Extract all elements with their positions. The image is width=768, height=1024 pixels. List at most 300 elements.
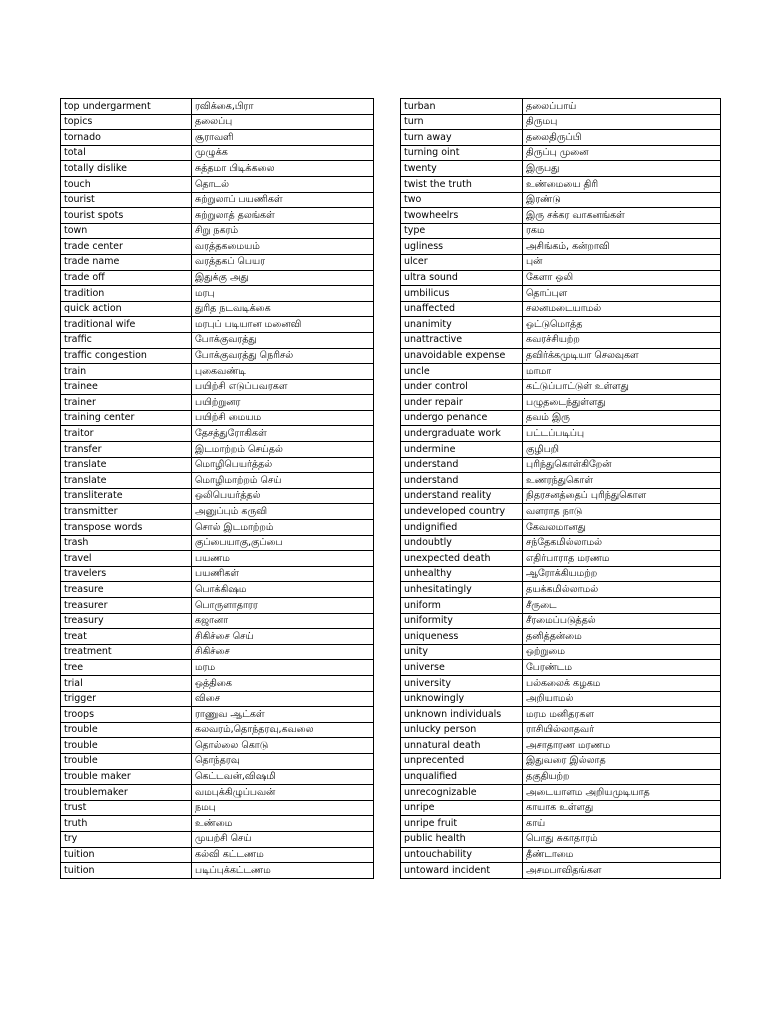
tamil-translation: தலைதிருப்பி bbox=[523, 130, 721, 146]
tamil-translation: ஒற்றுமை bbox=[523, 644, 721, 660]
table-row bbox=[61, 270, 374, 286]
english-term: treasurer bbox=[61, 598, 192, 614]
tamil-translation: புன் bbox=[523, 254, 721, 270]
english-term: trainer bbox=[61, 395, 192, 411]
tamil-translation: இரண்டு bbox=[523, 192, 721, 208]
english-term: travel bbox=[61, 551, 192, 567]
tamil-translation: கெட்டவன்,விஷமி bbox=[192, 769, 374, 785]
table-row bbox=[401, 473, 721, 489]
english-term: translate bbox=[61, 457, 192, 473]
tamil-translation: கலவரம்,தொந்தரவு,கவலை bbox=[192, 722, 374, 738]
table-row bbox=[61, 348, 374, 364]
tamil-translation: பயணிகள் bbox=[192, 566, 374, 582]
english-term: uniform bbox=[401, 598, 523, 614]
tamil-translation: மரபு bbox=[192, 286, 374, 302]
english-term: unexpected death bbox=[401, 551, 523, 567]
tamil-translation: போக்குவரத்து bbox=[192, 332, 374, 348]
english-term: public health bbox=[401, 831, 523, 847]
english-term: understand reality bbox=[401, 488, 523, 504]
table-row bbox=[61, 675, 374, 691]
tamil-translation: மரபுப் படியான மனைவி bbox=[192, 317, 374, 333]
tamil-translation: அனுப்பும் கருவி bbox=[192, 504, 374, 520]
table-row bbox=[61, 379, 374, 395]
table-row bbox=[401, 145, 721, 161]
table-row bbox=[61, 722, 374, 738]
tamil-translation: வரத்தகமையம் bbox=[192, 239, 374, 255]
english-term: trainee bbox=[61, 379, 192, 395]
english-term: twist the truth bbox=[401, 176, 523, 192]
table-row bbox=[61, 99, 374, 115]
tamil-translation: துரித நடவடிக்கை bbox=[192, 301, 374, 317]
tamil-translation: தீண்டாமை bbox=[523, 847, 721, 863]
table-row bbox=[61, 223, 374, 239]
table-row bbox=[61, 582, 374, 598]
english-term: traitor bbox=[61, 426, 192, 442]
tamil-translation: ஒலிபெயர்த்தல் bbox=[192, 488, 374, 504]
table-row bbox=[401, 176, 721, 192]
tamil-translation: திருப்பு முனை bbox=[523, 145, 721, 161]
table-row bbox=[61, 410, 374, 426]
english-term: troops bbox=[61, 707, 192, 723]
tamil-translation: வரத்தகப் பெயர bbox=[192, 254, 374, 270]
tamil-translation: தயக்கமில்லாமல் bbox=[523, 582, 721, 598]
english-term: traditional wife bbox=[61, 317, 192, 333]
english-term: unnatural death bbox=[401, 738, 523, 754]
english-term: unqualified bbox=[401, 769, 523, 785]
english-term: turn away bbox=[401, 130, 523, 146]
tamil-translation: பயிற்சி எடுப்பவரகள bbox=[192, 379, 374, 395]
english-term: turban bbox=[401, 99, 523, 115]
english-term: top undergarment bbox=[61, 99, 192, 115]
table-row bbox=[401, 99, 721, 115]
glossary-table-right bbox=[400, 98, 721, 879]
english-term: unaffected bbox=[401, 301, 523, 317]
table-row bbox=[401, 239, 721, 255]
table-row bbox=[401, 535, 721, 551]
tamil-translation: அடையாளம அறியமுடியாத bbox=[523, 785, 721, 801]
english-term: train bbox=[61, 364, 192, 380]
table-row bbox=[61, 426, 374, 442]
table-row bbox=[401, 286, 721, 302]
table-row bbox=[401, 675, 721, 691]
table-row bbox=[401, 863, 721, 879]
tamil-translation: இரு சக்கர வாகனங்கள் bbox=[523, 208, 721, 224]
english-term: unavoidable expense bbox=[401, 348, 523, 364]
english-term: undermine bbox=[401, 442, 523, 458]
tamil-translation: பயிற்றுனர bbox=[192, 395, 374, 411]
tamil-translation: சுற்றுலாப் பயணிகள் bbox=[192, 192, 374, 208]
english-term: undignified bbox=[401, 520, 523, 536]
tamil-translation: ராணுவ ஆட்கள் bbox=[192, 707, 374, 723]
english-term: trouble bbox=[61, 753, 192, 769]
table-row bbox=[61, 520, 374, 536]
table-row bbox=[401, 192, 721, 208]
table-row bbox=[401, 551, 721, 567]
english-term: traffic bbox=[61, 332, 192, 348]
tamil-translation: பேரண்டம bbox=[523, 660, 721, 676]
tamil-translation: அசாதாரண மரணம bbox=[523, 738, 721, 754]
english-term: training center bbox=[61, 410, 192, 426]
table-row bbox=[61, 707, 374, 723]
english-term: treat bbox=[61, 629, 192, 645]
english-term: trouble maker bbox=[61, 769, 192, 785]
table-row bbox=[61, 535, 374, 551]
english-term: treasure bbox=[61, 582, 192, 598]
english-term: unripe bbox=[401, 800, 523, 816]
tamil-translation: சலனமடையாமல் bbox=[523, 301, 721, 317]
table-row bbox=[61, 457, 374, 473]
tamil-translation: தனித்தன்மை bbox=[523, 629, 721, 645]
table-row bbox=[61, 831, 374, 847]
table-row bbox=[61, 145, 374, 161]
tamil-translation: பயிற்சி மையம bbox=[192, 410, 374, 426]
table-row bbox=[61, 239, 374, 255]
tamil-translation: தலைப்பு bbox=[192, 114, 374, 130]
tamil-translation: பொருளாதாரர bbox=[192, 598, 374, 614]
tamil-translation: அசிங்கம், கன்றாவி bbox=[523, 239, 721, 255]
english-term: tourist spots bbox=[61, 208, 192, 224]
english-term: trouble bbox=[61, 738, 192, 754]
table-row bbox=[401, 504, 721, 520]
tamil-translation: வமபுக்கிழுப்பவன் bbox=[192, 785, 374, 801]
english-term: umbilicus bbox=[401, 286, 523, 302]
tamil-translation: தவிர்க்கமுடியா செலவுகள bbox=[523, 348, 721, 364]
tamil-translation: இதுவரை இல்லாத bbox=[523, 753, 721, 769]
tamil-translation: கல்வி கட்டணம bbox=[192, 847, 374, 863]
table-row bbox=[61, 551, 374, 567]
english-term: turn bbox=[401, 114, 523, 130]
english-term: topics bbox=[61, 114, 192, 130]
tamil-translation: மொழிபெயர்த்தல் bbox=[192, 457, 374, 473]
tamil-translation: அறியாமல் bbox=[523, 691, 721, 707]
english-term: understand bbox=[401, 473, 523, 489]
table-row bbox=[61, 317, 374, 333]
table-row bbox=[401, 208, 721, 224]
table-row bbox=[401, 753, 721, 769]
tamil-translation: கேளா ஒலி bbox=[523, 270, 721, 286]
tamil-translation: தொல்லை கொடு bbox=[192, 738, 374, 754]
english-term: tuition bbox=[61, 863, 192, 879]
table-row bbox=[61, 660, 374, 676]
english-term: unripe fruit bbox=[401, 816, 523, 832]
english-term: total bbox=[61, 145, 192, 161]
table-row bbox=[401, 254, 721, 270]
table-row bbox=[401, 644, 721, 660]
table-row bbox=[61, 613, 374, 629]
english-term: try bbox=[61, 831, 192, 847]
table-row bbox=[401, 332, 721, 348]
table-row bbox=[401, 410, 721, 426]
table-row bbox=[61, 395, 374, 411]
tamil-translation: தொடல் bbox=[192, 176, 374, 192]
english-term: untouchability bbox=[401, 847, 523, 863]
table-row bbox=[61, 504, 374, 520]
english-term: totally dislike bbox=[61, 161, 192, 177]
tamil-translation: தலைப்பாய் bbox=[523, 99, 721, 115]
table-row bbox=[61, 176, 374, 192]
tamil-translation: சீருடை bbox=[523, 598, 721, 614]
table-row bbox=[401, 442, 721, 458]
tamil-translation: கவரச்சியற்ற bbox=[523, 332, 721, 348]
english-term: ultra sound bbox=[401, 270, 523, 286]
english-term: trade off bbox=[61, 270, 192, 286]
english-term: undergo penance bbox=[401, 410, 523, 426]
english-term: uniformity bbox=[401, 613, 523, 629]
tamil-translation: நமபு bbox=[192, 800, 374, 816]
english-term: under control bbox=[401, 379, 523, 395]
table-row bbox=[61, 130, 374, 146]
table-row bbox=[401, 457, 721, 473]
english-term: tree bbox=[61, 660, 192, 676]
english-term: undoubtly bbox=[401, 535, 523, 551]
tamil-translation: இதுக்கு அது bbox=[192, 270, 374, 286]
tamil-translation: எதிர்பாராத மரணம bbox=[523, 551, 721, 567]
english-term: treasury bbox=[61, 613, 192, 629]
tamil-translation: இருபது bbox=[523, 161, 721, 177]
tamil-translation: முயற்சி செய் bbox=[192, 831, 374, 847]
english-term: unprecented bbox=[401, 753, 523, 769]
english-term: uniqueness bbox=[401, 629, 523, 645]
table-row bbox=[61, 192, 374, 208]
table-row bbox=[61, 473, 374, 489]
tamil-translation: கேவலமானது bbox=[523, 520, 721, 536]
tamil-translation: தகுதியற்ற bbox=[523, 769, 721, 785]
english-term: trial bbox=[61, 675, 192, 691]
table-row bbox=[61, 738, 374, 754]
tamil-translation: தொப்புள bbox=[523, 286, 721, 302]
english-term: transpose words bbox=[61, 520, 192, 536]
table-row bbox=[61, 847, 374, 863]
english-term: type bbox=[401, 223, 523, 239]
english-term: unlucky person bbox=[401, 722, 523, 738]
table-row bbox=[401, 613, 721, 629]
english-term: university bbox=[401, 675, 523, 691]
tamil-translation: ரவிக்கை,பிரா bbox=[192, 99, 374, 115]
table-row bbox=[61, 785, 374, 801]
table-row bbox=[61, 644, 374, 660]
table-row bbox=[401, 582, 721, 598]
table-row bbox=[401, 816, 721, 832]
tamil-translation: பட்டப்படிப்பு bbox=[523, 426, 721, 442]
english-term: trouble bbox=[61, 722, 192, 738]
table-row bbox=[401, 348, 721, 364]
table-row bbox=[401, 317, 721, 333]
tamil-translation: வளராத நாடு bbox=[523, 504, 721, 520]
tamil-translation: ஒத்திகை bbox=[192, 675, 374, 691]
table-row bbox=[401, 426, 721, 442]
english-term: trust bbox=[61, 800, 192, 816]
english-term: trigger bbox=[61, 691, 192, 707]
table-row bbox=[401, 769, 721, 785]
tamil-translation: திருமபு bbox=[523, 114, 721, 130]
tamil-translation: கஜானா bbox=[192, 613, 374, 629]
table-row bbox=[401, 114, 721, 130]
english-term: unhealthy bbox=[401, 566, 523, 582]
english-term: transmitter bbox=[61, 504, 192, 520]
english-term: unity bbox=[401, 644, 523, 660]
table-row bbox=[401, 488, 721, 504]
tamil-translation: சுற்றுலாத் தலங்கள் bbox=[192, 208, 374, 224]
tamil-translation: சிறு நகரம் bbox=[192, 223, 374, 239]
english-term: undergraduate work bbox=[401, 426, 523, 442]
table-row bbox=[61, 301, 374, 317]
english-term: tuition bbox=[61, 847, 192, 863]
english-term: two bbox=[401, 192, 523, 208]
table-row bbox=[61, 753, 374, 769]
english-term: tradition bbox=[61, 286, 192, 302]
english-term: tourist bbox=[61, 192, 192, 208]
tamil-translation: மொழிமாற்றம் செய் bbox=[192, 473, 374, 489]
tamil-translation: சூராவளி bbox=[192, 130, 374, 146]
table-row bbox=[401, 722, 721, 738]
english-term: ugliness bbox=[401, 239, 523, 255]
english-term: uncle bbox=[401, 364, 523, 380]
table-row bbox=[401, 270, 721, 286]
table-row bbox=[61, 800, 374, 816]
table-row bbox=[401, 520, 721, 536]
tamil-translation: மரம மனிதரகள bbox=[523, 707, 721, 723]
tamil-translation: அசமபாவிதங்கள bbox=[523, 863, 721, 879]
table-row bbox=[61, 691, 374, 707]
english-term: truth bbox=[61, 816, 192, 832]
tamil-translation: கட்டுப்பாட்டுள் உள்ளது bbox=[523, 379, 721, 395]
tamil-translation: பொக்கிஷம bbox=[192, 582, 374, 598]
english-term: unrecognizable bbox=[401, 785, 523, 801]
tamil-translation: பழுதடைந்துள்ளது bbox=[523, 395, 721, 411]
table-row bbox=[401, 598, 721, 614]
table-row bbox=[61, 598, 374, 614]
english-term: turning oint bbox=[401, 145, 523, 161]
table-row bbox=[401, 364, 721, 380]
tamil-translation: நிதரசனத்தைப் புரிந்துகொள bbox=[523, 488, 721, 504]
table-row bbox=[401, 707, 721, 723]
english-term: touch bbox=[61, 176, 192, 192]
english-term: trade center bbox=[61, 239, 192, 255]
table-row bbox=[61, 161, 374, 177]
tamil-translation: புரிந்துகொள்கிறேன் bbox=[523, 457, 721, 473]
tamil-translation: ஒட்டுமொத்த bbox=[523, 317, 721, 333]
english-term: transfer bbox=[61, 442, 192, 458]
tamil-translation: ராசியில்லாதவர் bbox=[523, 722, 721, 738]
english-term: twowheelrs bbox=[401, 208, 523, 224]
tamil-translation: சந்தேகமில்லாமல் bbox=[523, 535, 721, 551]
table-row bbox=[61, 364, 374, 380]
english-term: ulcer bbox=[401, 254, 523, 270]
tamil-translation: பயணம bbox=[192, 551, 374, 567]
english-term: unknowingly bbox=[401, 691, 523, 707]
english-term: treatment bbox=[61, 644, 192, 660]
glossary-table-left bbox=[60, 98, 374, 879]
english-term: troublemaker bbox=[61, 785, 192, 801]
tamil-translation: உணரந்துகொள் bbox=[523, 473, 721, 489]
tamil-translation: ரகம bbox=[523, 223, 721, 239]
english-term: unanimity bbox=[401, 317, 523, 333]
english-term: under repair bbox=[401, 395, 523, 411]
english-term: town bbox=[61, 223, 192, 239]
english-term: translate bbox=[61, 473, 192, 489]
tamil-translation: சிகிச்சை செய் bbox=[192, 629, 374, 645]
table-row bbox=[401, 301, 721, 317]
tamil-translation: மரம bbox=[192, 660, 374, 676]
table-row bbox=[401, 223, 721, 239]
english-term: trade name bbox=[61, 254, 192, 270]
tamil-translation: உண்மை bbox=[192, 816, 374, 832]
tamil-translation: தேசத்துரோகிகள் bbox=[192, 426, 374, 442]
tamil-translation: போக்குவரத்து நெரிசல் bbox=[192, 348, 374, 364]
table-row bbox=[61, 566, 374, 582]
table-row bbox=[61, 629, 374, 645]
tamil-translation: உண்மையை திரி bbox=[523, 176, 721, 192]
tamil-translation: படிப்புக்கட்டணம bbox=[192, 863, 374, 879]
tamil-translation: புகைவண்டி bbox=[192, 364, 374, 380]
table-row bbox=[401, 847, 721, 863]
table-row bbox=[401, 629, 721, 645]
english-term: transliterate bbox=[61, 488, 192, 504]
table-row bbox=[61, 488, 374, 504]
table-row bbox=[61, 816, 374, 832]
tamil-translation: ஆரோக்கியமற்ற bbox=[523, 566, 721, 582]
english-term: quick action bbox=[61, 301, 192, 317]
table-row bbox=[61, 769, 374, 785]
english-term: trash bbox=[61, 535, 192, 551]
table-row bbox=[401, 395, 721, 411]
tamil-translation: குழிபறி bbox=[523, 442, 721, 458]
english-term: universe bbox=[401, 660, 523, 676]
table-row bbox=[61, 332, 374, 348]
english-term: unhesitatingly bbox=[401, 582, 523, 598]
english-term: twenty bbox=[401, 161, 523, 177]
tamil-translation: பொது சுகாதாரம் bbox=[523, 831, 721, 847]
english-term: unattractive bbox=[401, 332, 523, 348]
table-row bbox=[401, 800, 721, 816]
english-term: unknown individuals bbox=[401, 707, 523, 723]
tamil-translation: தவம் இரு bbox=[523, 410, 721, 426]
table-row bbox=[401, 738, 721, 754]
tamil-translation: முழுக்க bbox=[192, 145, 374, 161]
english-term: understand bbox=[401, 457, 523, 473]
table-row bbox=[401, 566, 721, 582]
tamil-translation: காயாக உள்ளது bbox=[523, 800, 721, 816]
tamil-translation: காய் bbox=[523, 816, 721, 832]
table-row bbox=[61, 286, 374, 302]
tamil-translation: மாமா bbox=[523, 364, 721, 380]
english-term: traffic congestion bbox=[61, 348, 192, 364]
tamil-translation: பல்கலைக் கழகம bbox=[523, 675, 721, 691]
tamil-translation: சிகிச்சை bbox=[192, 644, 374, 660]
table-row bbox=[61, 442, 374, 458]
tamil-translation: சீரமைப்படுத்தல் bbox=[523, 613, 721, 629]
table-row bbox=[401, 161, 721, 177]
tamil-translation: தொந்தரவு bbox=[192, 753, 374, 769]
tamil-translation: சுத்தமா பிடிக்கலை bbox=[192, 161, 374, 177]
english-term: undeveloped country bbox=[401, 504, 523, 520]
table-row bbox=[61, 114, 374, 130]
table-row bbox=[61, 863, 374, 879]
table-row bbox=[61, 208, 374, 224]
table-row bbox=[401, 379, 721, 395]
table-row bbox=[61, 254, 374, 270]
english-term: untoward incident bbox=[401, 863, 523, 879]
tamil-translation: சொல் இடமாற்றம் bbox=[192, 520, 374, 536]
tamil-translation: இடமாற்றம் செய்தல் bbox=[192, 442, 374, 458]
english-term: tornado bbox=[61, 130, 192, 146]
english-term: travelers bbox=[61, 566, 192, 582]
tamil-translation: விசை bbox=[192, 691, 374, 707]
table-row bbox=[401, 785, 721, 801]
table-row bbox=[401, 831, 721, 847]
tamil-translation: குப்பையாகு,குப்பை bbox=[192, 535, 374, 551]
table-row bbox=[401, 130, 721, 146]
